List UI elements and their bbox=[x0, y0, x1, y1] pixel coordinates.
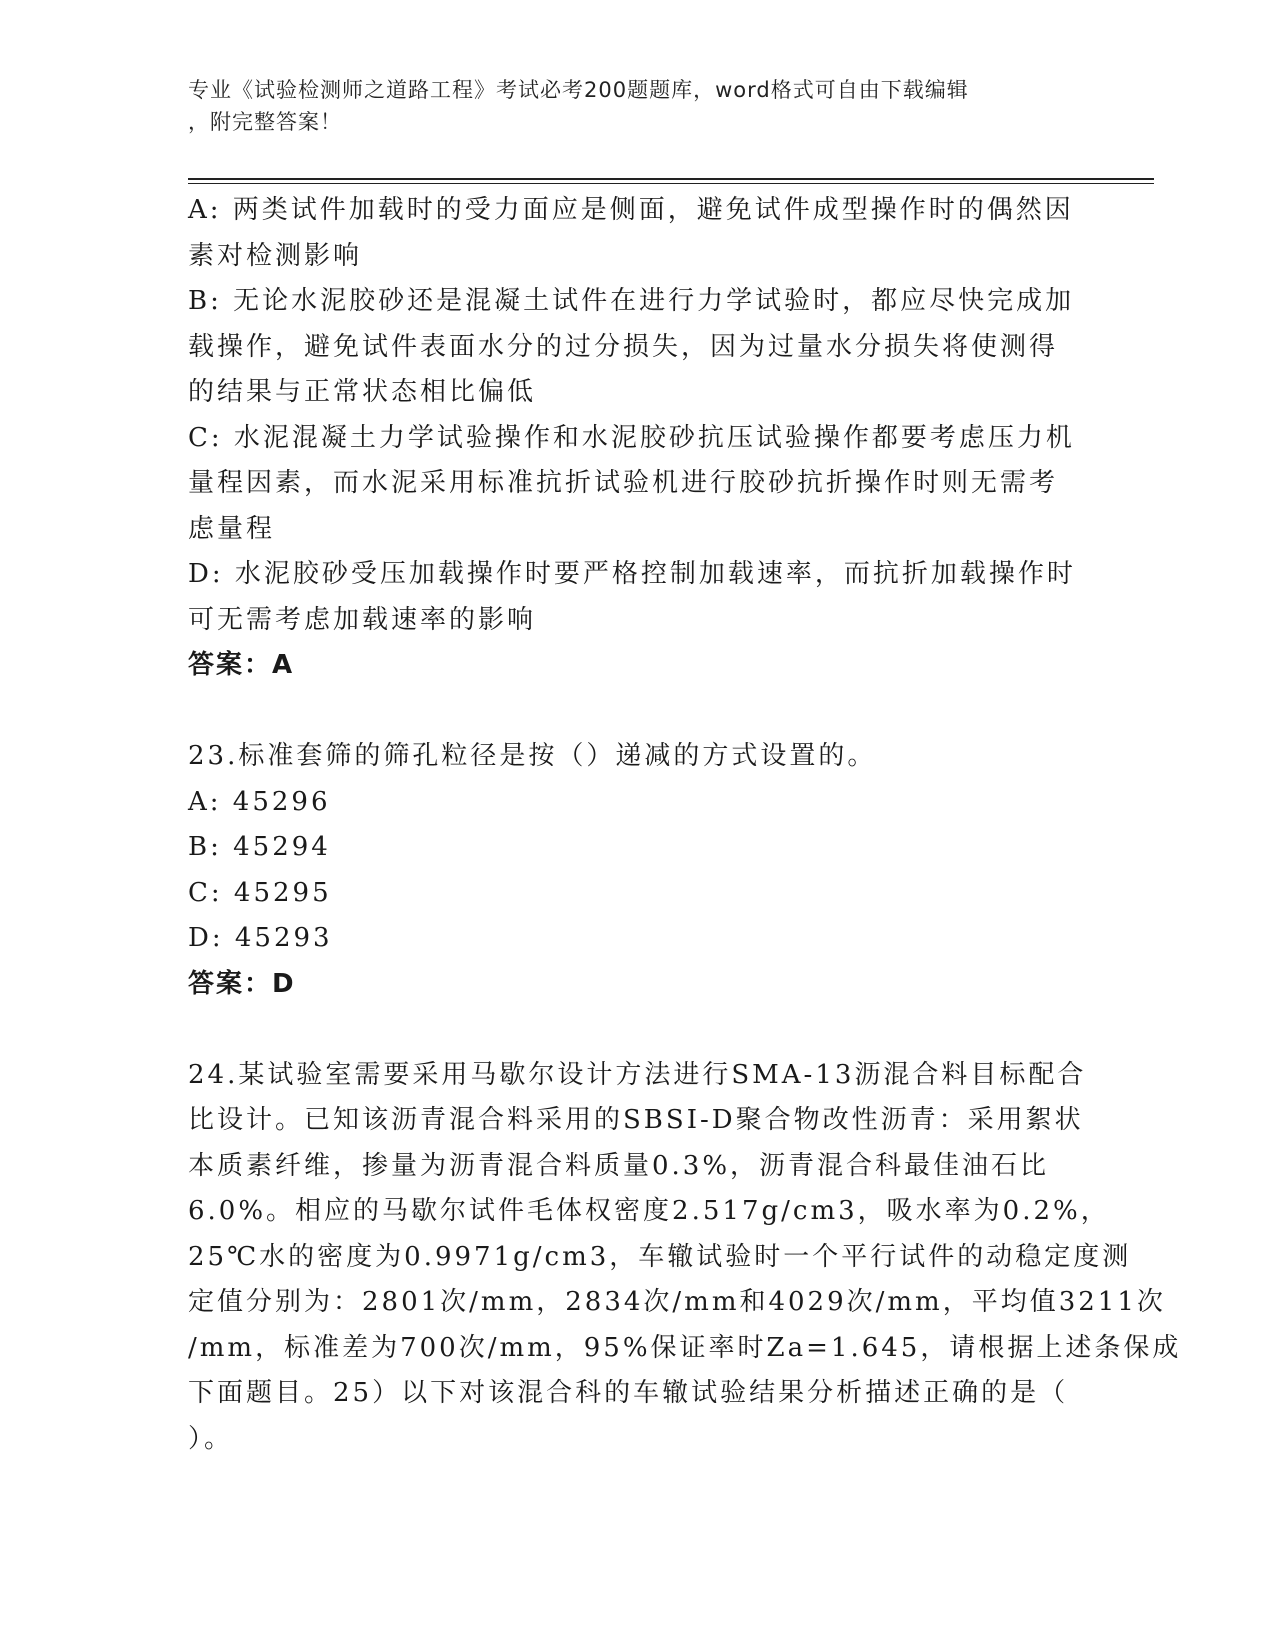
header-divider-thick bbox=[188, 178, 1154, 180]
option-a: A: 45296 bbox=[188, 786, 331, 817]
question-text-line: 定值分别为：2801次/mm，2834次/mm和4029次/mm，平均值3211次 bbox=[188, 1287, 1166, 1317]
page-header bbox=[188, 74, 1088, 138]
option-text-line: 量程因素，而水泥采用标准抗折试验机进行胶砂抗折操作时则无需考 bbox=[188, 468, 1059, 498]
question-text-line: /mm，标准差为700次/mm，95%保证率时Za=1.645，请根据上述条保成 bbox=[188, 1332, 1182, 1363]
answer-label: 答案：D bbox=[188, 968, 296, 999]
option-text-line: 虑量程 bbox=[188, 513, 276, 544]
question-22 bbox=[188, 188, 1088, 689]
option-text-line: A: 两类试件加载时的受力面应是侧面，避免试件成型操作时的偶然因 bbox=[188, 195, 1074, 225]
answer-label: 答案：A bbox=[188, 650, 295, 680]
header-title-line: 专业《试验检测师之道路工程》考试必考200题题库，word格式可自由下载编辑 bbox=[188, 78, 969, 102]
header-subtitle-line: ，附完整答案！ bbox=[188, 110, 342, 134]
option-c: C: 45295 bbox=[188, 877, 332, 908]
option-text-line: B: 无论水泥胶砂还是混凝土试件在进行力学试验时，都应尽快完成加 bbox=[188, 286, 1075, 316]
option-text-line: C: 水泥混凝土力学试验操作和水泥胶砂抗压试验操作都要考虑压力机 bbox=[188, 422, 1075, 453]
option-b bbox=[188, 279, 1088, 416]
option-text-line: 载操作，避免试件表面水分的过分损失，因为过量水分损失将使测得 bbox=[188, 331, 1059, 362]
question-23 bbox=[188, 734, 1088, 1007]
option-text-line: 的结果与正常状态相比偏低 bbox=[188, 377, 537, 407]
option-d: D: 45293 bbox=[188, 923, 333, 953]
option-d bbox=[188, 552, 1088, 643]
option-text-line: D: 水泥胶砂受压加载操作时要严格控制加载速率，而抗折加载操作时 bbox=[188, 559, 1076, 589]
question-text-line: 比设计。已知该沥青混合料采用的SBSI-D聚合物改性沥青：采用絮状 bbox=[188, 1105, 1084, 1135]
option-text-line: 可无需考虑加载速率的影响 bbox=[188, 604, 537, 635]
question-text-line: 24.某试验室需要采用马歇尔设计方法进行SMA-13沥混合料目标配合 bbox=[188, 1059, 1087, 1090]
question-text-line: ）。 bbox=[188, 1423, 234, 1454]
question-text: 23.标准套筛的筛孔粒径是按（）递减的方式设置的。 bbox=[188, 741, 877, 771]
question-text-line: 25℃水的密度为0.9971g/cm3，车辙试验时一个平行试件的动稳定度测 bbox=[188, 1241, 1132, 1272]
spacer bbox=[188, 1007, 1088, 1053]
question-text-line: 本质素纤维，掺量为沥青混合料质量0.3%，沥青混合科最佳油石比 bbox=[188, 1150, 1050, 1181]
spacer bbox=[188, 689, 1088, 735]
option-b: B: 45294 bbox=[188, 832, 331, 862]
question-24 bbox=[188, 1053, 1182, 1463]
question-text-line: 6.0%。相应的马歇尔试件毛体权密度2.517g/cm3，吸水率为0.2%， bbox=[188, 1196, 1110, 1226]
option-c bbox=[188, 416, 1088, 553]
header-divider-thin bbox=[188, 183, 1154, 184]
option-a bbox=[188, 188, 1088, 279]
question-text-line: 下面题目。25）以下对该混合科的车辙试验结果分析描述正确的是（ bbox=[188, 1378, 1069, 1408]
option-text-line: 素对检测影响 bbox=[188, 240, 363, 271]
question-content bbox=[188, 188, 1182, 1462]
